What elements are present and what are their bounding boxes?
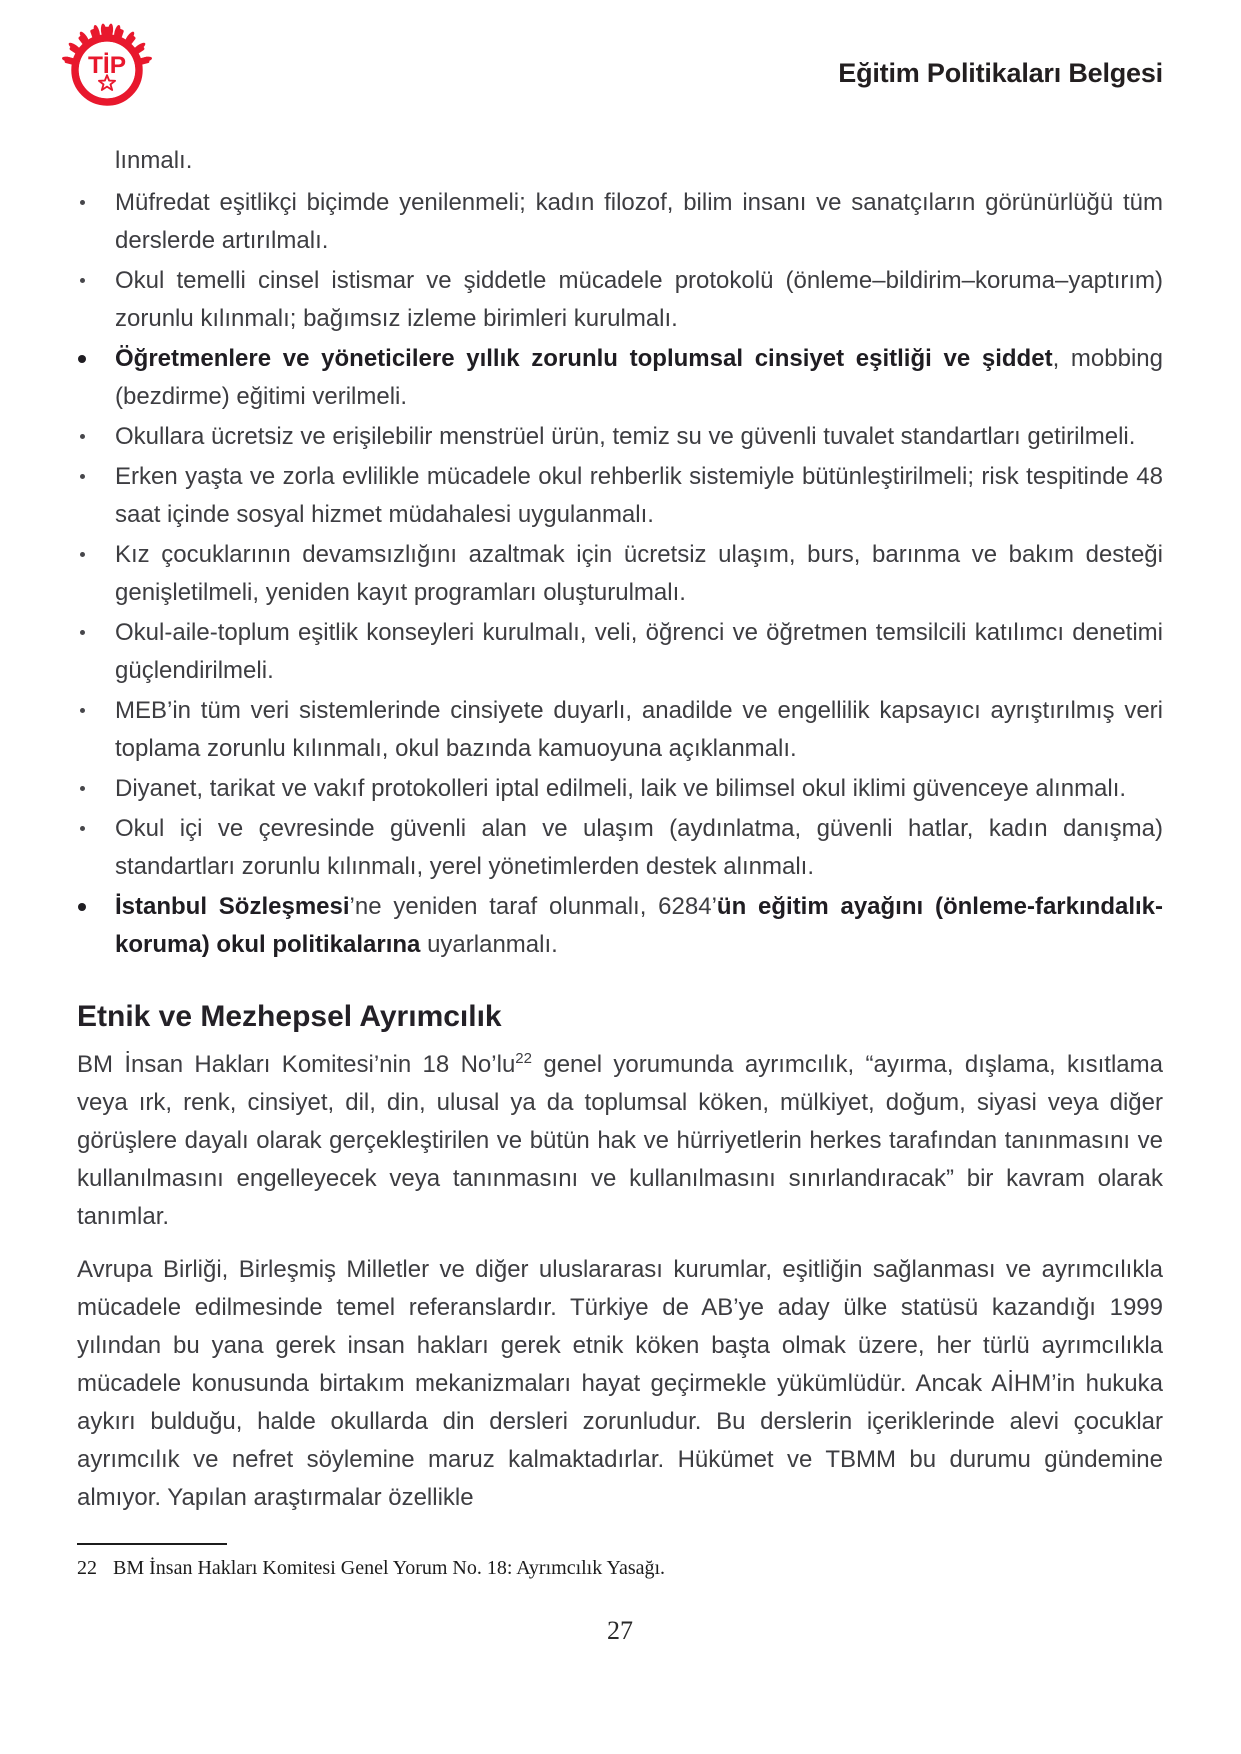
list-item — [77, 536, 1163, 612]
list-item — [77, 184, 1163, 260]
list-item — [77, 810, 1163, 886]
page-header — [0, 0, 1241, 124]
paragraph-international: Avrupa Birliği, Birleşmiş Milletler ve diğer uluslararası kurumlar, eşitliğin sağlanması ve ayrımcılıkla mücadele edilmesinde temel referanslardır. Türkiye de AB’ye aday ülke statüsü kazandığı 1999 yılından bu yana gerek insan hakları gerek etnik köken başta olmak üzere, her türlü ayrımcılıkla mücadele konusunda birtakım mekanizmaları hayat geçirmekle yükümlüdür. Ancak AİHM’in hukuka aykırı bulduğu, halde okullarda din dersleri zorunludur. Bu derslerin içeriklerinde alevi çocuklar ayrımcılık ve nefret söylemine maruz kalmaktadırlar. Hükümet ve TBMM bu durumu gündemine almıyor. Yapılan araştırmalar özellikle — [77, 1256, 1163, 1511]
continuation-text: lınmalı. — [115, 147, 193, 174]
bullet-dot-icon — [78, 355, 86, 363]
bullet-text: MEB’in tüm veri sistemlerinde cinsiyete duyarlı, anadilde ve engellilik kapsayıcı ayrıştırılmış veri toplama zorunlu kılınmalı, okul bazında kamuoyuna açıklanmalı. — [115, 697, 1163, 762]
bullet-text: Diyanet, tarikat ve vakıf protokolleri iptal edilmeli, laik ve bilimsel okul iklimi güvenceye alınmalı. — [115, 775, 1127, 802]
footnote-text: BM İnsan Hakları Komitesi Genel Yorum No. 18: Ayrımcılık Yasağı. — [113, 1557, 666, 1579]
bullet-text: İstanbul Sözleşmesi’ne yeniden taraf olunmalı, 6284’ün eğitim ayağını (önleme-farkındalık-koruma) okul politikalarına uyarlanmalı. — [115, 893, 1164, 958]
bullet-dot-icon — [80, 278, 85, 283]
list-item — [77, 458, 1163, 534]
bullet-dot-icon — [80, 786, 85, 791]
paragraph-definition: BM İnsan Hakları Komitesi’nin 18 $No’lu^{22}$ genel yorumunda ayrımcılık, “ayırma, dışlama, kısıtlama veya ırk, renk, cinsiyet, dil, din, ulusal ya da toplumsal köken, mülkiyet, doğum, siyasi veya diğer görüşlere dayalı olarak gerçekleştirilen ve bütün hak ve hürriyetlerin herkes tarafından tanınmasını ve kullanılmasını engelleyecek veya tanınmasını ve kullanılmasını sınırlandıracak” bir kavram olarak tanımlar. — [77, 1050, 1163, 1230]
bullet-text: Erken yaşta ve zorla evlilikle mücadele okul rehberlik sistemiyle bütünleştirilmeli; risk tespitinde 48 saat içinde sosyal hizmet müdahalesi uygulanmalı. — [115, 463, 1163, 528]
footnote-divider — [77, 1543, 227, 1545]
footnote — [77, 1555, 1163, 1582]
page-content — [77, 142, 1163, 1650]
bullet-text: Okul içi ve çevresinde güvenli alan ve ulaşım (aydınlatma, güvenli hatlar, kadın danışma) standartları zorunlu kılınmalı, yerel yönetimlerden destek alınmalı. — [115, 815, 1163, 880]
footnote-number: 22 — [77, 1557, 97, 1579]
page-number: 27 — [607, 1616, 633, 1645]
list-item — [77, 888, 1163, 964]
list-item — [77, 692, 1163, 768]
bullet-dot-icon — [78, 903, 86, 911]
list-item — [77, 614, 1163, 690]
logo-text: TİP — [87, 51, 127, 79]
bullet-dot-icon — [80, 200, 85, 205]
list-item — [77, 418, 1163, 456]
bullet-dot-icon — [80, 474, 85, 479]
bullet-dot-icon — [80, 630, 85, 635]
bullet-text: Müfredat eşitlikçi biçimde yenilenmeli; kadın filozof, bilim insanı ve sanatçıların görünürlüğü tüm derslerde artırılmalı. — [115, 189, 1163, 254]
section-heading: Etnik ve Mezhepsel Ayrımcılık — [77, 1000, 502, 1033]
list-item — [77, 262, 1163, 338]
list-item — [77, 770, 1163, 808]
bullet-list — [77, 184, 1163, 964]
header-title: Eğitim Politikaları Belgesi — [838, 58, 1163, 88]
tip-party-logo-icon — [60, 22, 154, 118]
bullet-dot-icon — [80, 708, 85, 713]
bullet-text: Kız çocuklarının devamsızlığını azaltmak için ücretsiz ulaşım, burs, barınma ve bakım desteği genişletilmeli, yeniden kayıt programları oluşturulmalı. — [115, 541, 1163, 606]
bullet-dot-icon — [80, 826, 85, 831]
bullet-text: Okul temelli cinsel istismar ve şiddetle mücadele protokolü (önleme–bildirim–koruma–yaptırım) zorunlu kılınmalı; bağımsız izleme birimleri kurulmalı. — [115, 267, 1163, 332]
bullet-text: Okullara ücretsiz ve erişilebilir menstrüel ürün, temiz su ve güvenli tuvalet standartları getirilmeli. — [115, 423, 1136, 450]
bullet-text: Okul-aile-toplum eşitlik konseyleri kurulmalı, veli, öğrenci ve öğretmen temsilcili katılımcı denetimi güçlendirilmeli. — [115, 619, 1163, 684]
bullet-text: Öğretmenlere ve yöneticilere yıllık zorunlu toplumsal cinsiyet eşitliği ve şiddet, mobbing (bezdirme) eğitimi verilmeli. — [115, 345, 1163, 410]
bullet-dot-icon — [80, 552, 85, 557]
bullet-dot-icon — [80, 434, 85, 439]
list-item — [77, 340, 1163, 416]
